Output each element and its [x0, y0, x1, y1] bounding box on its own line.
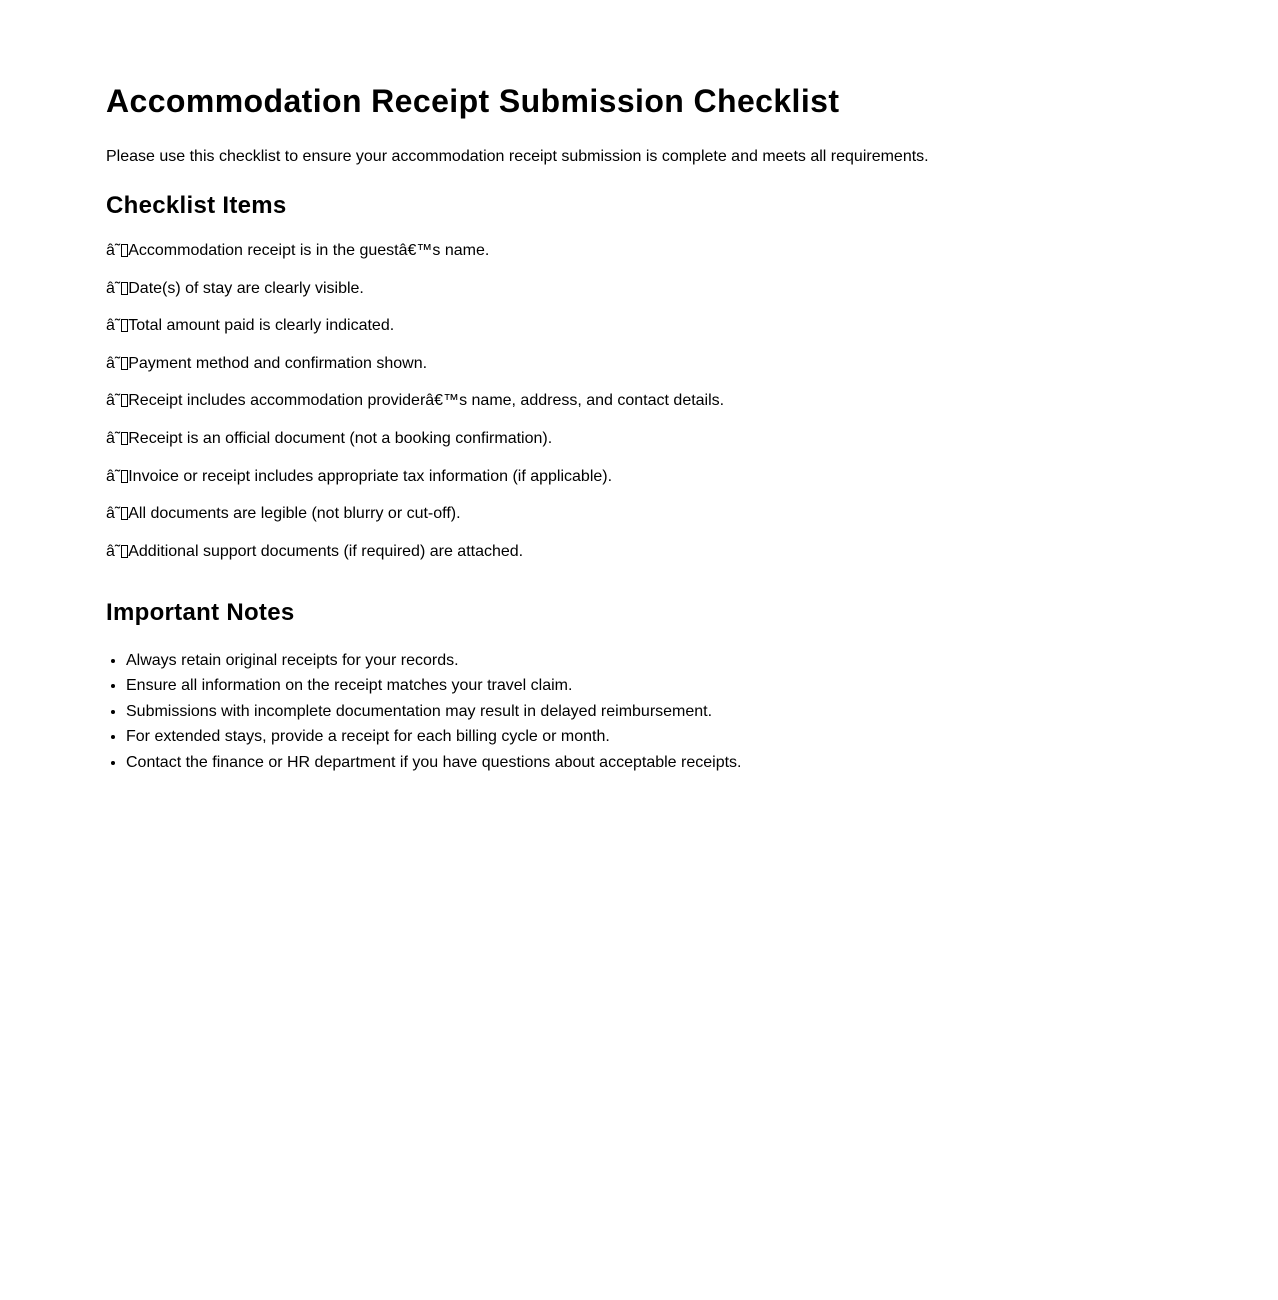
checklist-item [106, 429, 1278, 449]
notes-list [106, 648, 1278, 776]
checklist-item [106, 316, 1278, 336]
checklist-item-text: Total amount paid is clearly indicated. [128, 317, 395, 335]
checklist-item-text: Receipt is an official document (not a booking confirmation). [128, 429, 553, 447]
checklist-item [106, 542, 1278, 562]
checkbox-glyph: â˜ [106, 354, 121, 372]
checklist-item [106, 279, 1278, 299]
checkbox-glyph: â˜ [106, 279, 121, 297]
list-item: • Ensure all information on the receipt matches your travel claim. [126, 673, 1278, 699]
checkbox-glyph: â˜ [106, 429, 121, 447]
list-item: • Submissions with incomplete documentation may result in delayed reimbursement. [126, 699, 1278, 725]
checkbox-glyph: â˜ [106, 542, 121, 560]
list-item: • Contact the finance or HR department if you have questions about acceptable receipts. [126, 750, 1278, 776]
checkbox-glyph: â˜ [106, 505, 121, 523]
checkbox-glyph: â˜ [106, 242, 121, 259]
notes-heading: Important Notes [106, 598, 295, 626]
checklist-item-text: Payment method and confirmation shown. [128, 354, 428, 372]
checklist-item-text: Receipt includes accommodation providerâ€™s name, address, and contact details. [128, 392, 725, 410]
checklist-item [106, 391, 1278, 411]
checklist-item [106, 241, 1278, 261]
checkbox-glyph: â˜ [106, 317, 121, 335]
checkbox-glyph: â˜ [106, 392, 121, 410]
page-title: Accommodation Receipt Submission Checklist [106, 83, 840, 119]
list-item: • For extended stays, provide a receipt for each billing cycle or month. [126, 724, 1278, 750]
checklist-heading: Checklist Items [106, 192, 287, 219]
checklist-item-text: All documents are legible (not blurry or cut-off). [128, 505, 461, 523]
checklist-item-text: Additional support documents (if required) are attached. [128, 542, 524, 560]
checklist [106, 241, 1278, 562]
checklist-item [106, 504, 1278, 524]
intro-paragraph: Please use this checklist to ensure your accommodation receipt submission is complete and meets all requirements. [106, 148, 929, 165]
list-item: • Always retain original receipts for your records. [126, 648, 1278, 674]
checklist-item-text: Invoice or receipt includes appropriate tax information (if applicable). [128, 467, 613, 485]
checklist-item-text: Accommodation receipt is in the guestâ€™s name. [128, 242, 490, 259]
checklist-item [106, 467, 1278, 487]
checklist-item [106, 354, 1278, 374]
checklist-item-text: Date(s) of stay are clearly visible. [128, 279, 364, 297]
checkbox-glyph: â˜ [106, 467, 121, 485]
